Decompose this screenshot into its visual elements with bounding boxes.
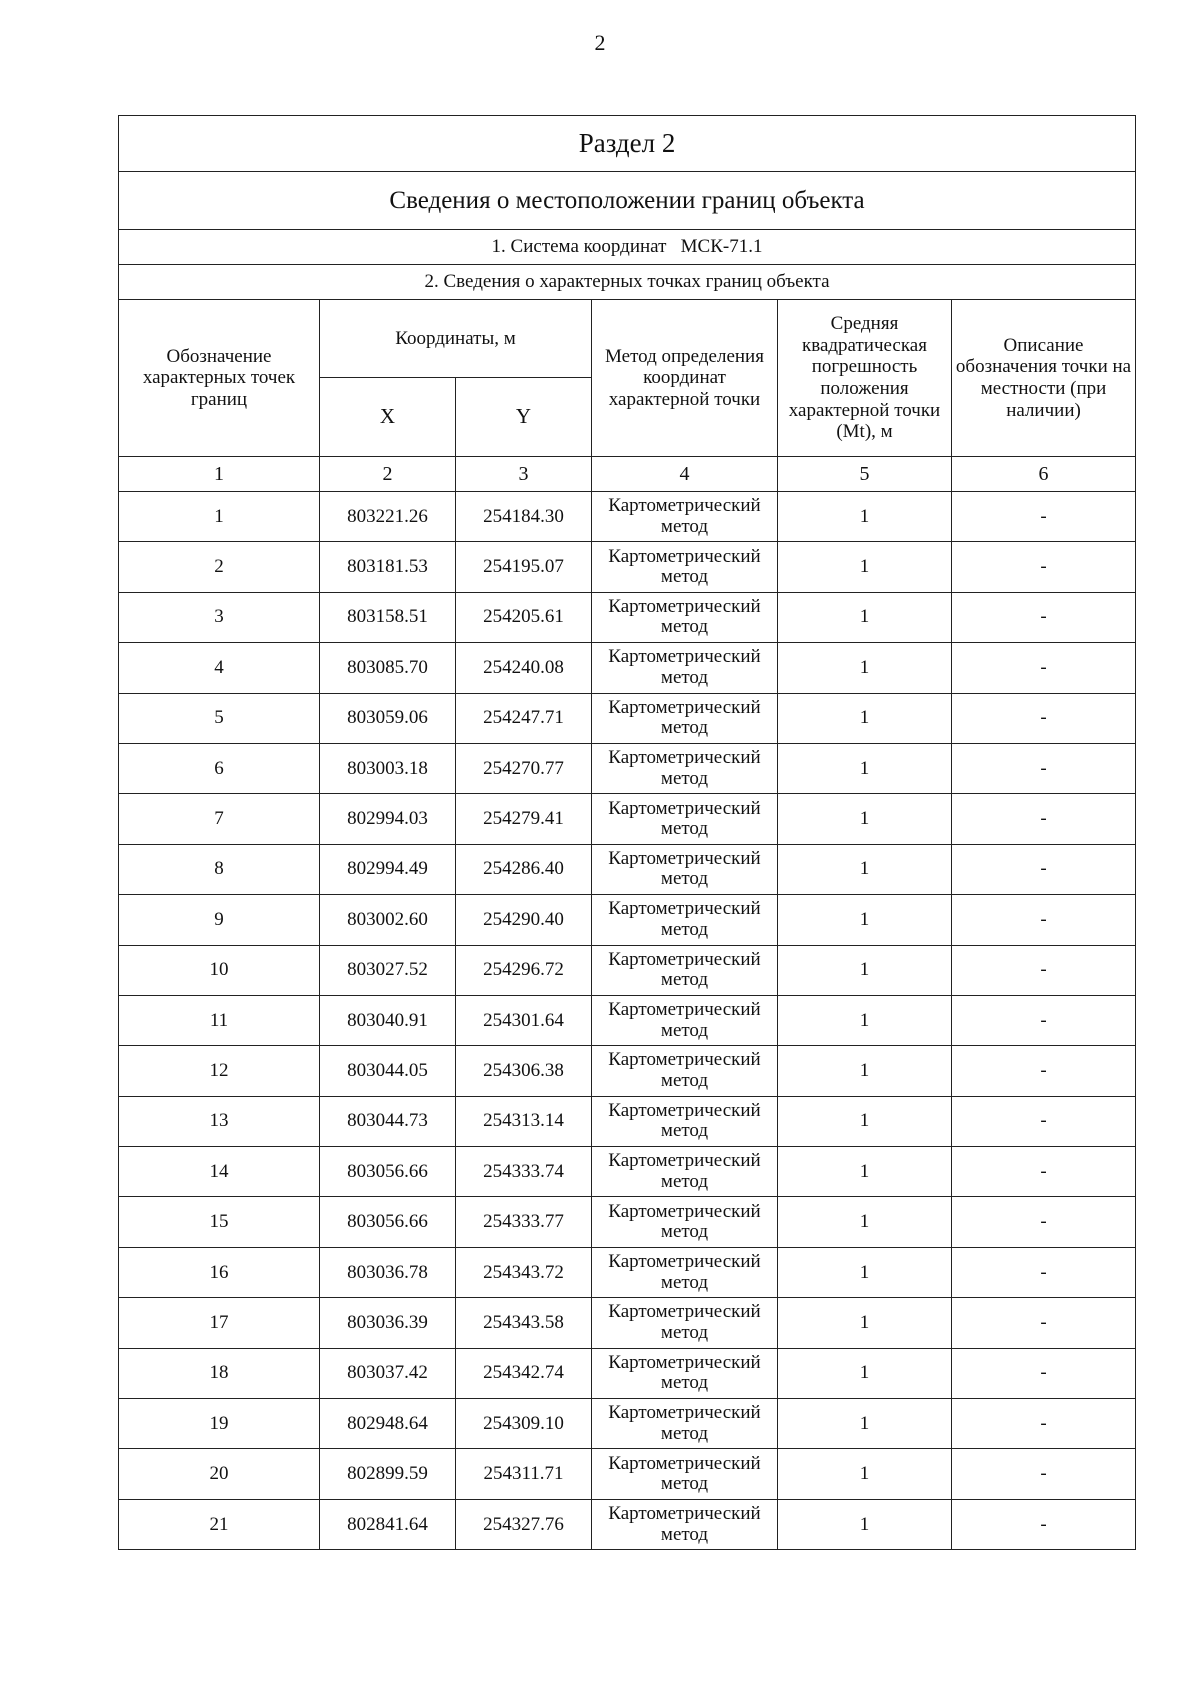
description-cell: - [952,693,1136,743]
point-number-cell: 5 [119,693,320,743]
description-cell: - [952,895,1136,945]
error-cell: 1 [778,1046,952,1096]
description-cell: - [952,743,1136,793]
page-number: 2 [594,30,606,55]
method-cell: Картометрический метод [592,1298,778,1348]
y-coordinate-cell: 254205.61 [456,592,592,642]
x-coordinate-cell: 803181.53 [320,542,456,592]
header-coordinates: Координаты, м [320,300,592,378]
y-coordinate-cell: 254327.76 [456,1499,592,1549]
y-coordinate-cell: 254270.77 [456,743,592,793]
error-cell: 1 [778,743,952,793]
point-number-cell: 12 [119,1046,320,1096]
boundary-points-table [118,115,1136,1550]
description-cell: - [952,844,1136,894]
description-cell: - [952,492,1136,542]
point-number-cell: 11 [119,995,320,1045]
header-x: X [320,378,456,457]
error-cell: 1 [778,1499,952,1549]
x-coordinate-cell: 803036.39 [320,1298,456,1348]
error-cell: 1 [778,1449,952,1499]
table-row [119,542,1136,592]
method-cell: Картометрический метод [592,1247,778,1297]
error-cell: 1 [778,1399,952,1449]
table-row [119,643,1136,693]
description-cell: - [952,1499,1136,1549]
description-cell: - [952,592,1136,642]
point-number-cell: 14 [119,1147,320,1197]
method-cell: Картометрический метод [592,592,778,642]
method-cell: Картометрический метод [592,1197,778,1247]
description-cell: - [952,995,1136,1045]
description-cell: - [952,1348,1136,1398]
column-number: 3 [456,457,592,492]
y-coordinate-cell: 254279.41 [456,794,592,844]
description-cell: - [952,643,1136,693]
point-number-cell: 18 [119,1348,320,1398]
column-number: 4 [592,457,778,492]
x-coordinate-cell: 802994.03 [320,794,456,844]
x-coordinate-cell: 803044.73 [320,1096,456,1146]
error-cell: 1 [778,895,952,945]
point-number-cell: 9 [119,895,320,945]
x-coordinate-cell: 803027.52 [320,945,456,995]
table-row [119,1348,1136,1398]
method-cell: Картометрический метод [592,794,778,844]
column-number: 1 [119,457,320,492]
error-cell: 1 [778,1197,952,1247]
y-coordinate-cell: 254313.14 [456,1096,592,1146]
table-row [119,1449,1136,1499]
description-cell: - [952,1399,1136,1449]
coordinate-system-line: 1. Система координат МСК-71.1 [119,230,1136,265]
description-cell: - [952,1197,1136,1247]
point-number-cell: 6 [119,743,320,793]
method-cell: Картометрический метод [592,1096,778,1146]
x-coordinate-cell: 803003.18 [320,743,456,793]
x-coordinate-cell: 802994.49 [320,844,456,894]
table-row [119,1046,1136,1096]
description-cell: - [952,1096,1136,1146]
table-row [119,592,1136,642]
table-row [119,1247,1136,1297]
method-cell: Картометрический метод [592,945,778,995]
x-coordinate-cell: 803056.66 [320,1197,456,1247]
y-coordinate-cell: 254240.08 [456,643,592,693]
y-coordinate-cell: 254290.40 [456,895,592,945]
y-coordinate-cell: 254247.71 [456,693,592,743]
point-number-cell: 2 [119,542,320,592]
point-number-cell: 21 [119,1499,320,1549]
method-cell: Картометрический метод [592,995,778,1045]
point-number-cell: 4 [119,643,320,693]
y-coordinate-cell: 254301.64 [456,995,592,1045]
method-cell: Картометрический метод [592,1147,778,1197]
header-error: Средняя квадратическая погрешность положения характерной точки (Mt), м [778,300,952,457]
error-cell: 1 [778,945,952,995]
method-cell: Картометрический метод [592,1046,778,1096]
column-number: 5 [778,457,952,492]
y-coordinate-cell: 254343.72 [456,1247,592,1297]
header-y: Y [456,378,592,457]
method-cell: Картометрический метод [592,1499,778,1549]
y-coordinate-cell: 254296.72 [456,945,592,995]
error-cell: 1 [778,1247,952,1297]
x-coordinate-cell: 802948.64 [320,1399,456,1449]
method-cell: Картометрический метод [592,895,778,945]
y-coordinate-cell: 254184.30 [456,492,592,542]
points-heading: 2. Сведения о характерных точках границ объекта [119,265,1136,300]
method-cell: Картометрический метод [592,1399,778,1449]
y-coordinate-cell: 254306.38 [456,1046,592,1096]
error-cell: 1 [778,542,952,592]
point-number-cell: 10 [119,945,320,995]
table-row [119,492,1136,542]
point-number-cell: 7 [119,794,320,844]
method-cell: Картометрический метод [592,1449,778,1499]
table-row [119,794,1136,844]
point-number-cell: 15 [119,1197,320,1247]
x-coordinate-cell: 803002.60 [320,895,456,945]
x-coordinate-cell: 802841.64 [320,1499,456,1549]
description-cell: - [952,1247,1136,1297]
y-coordinate-cell: 254343.58 [456,1298,592,1348]
method-cell: Картометрический метод [592,743,778,793]
table-row [119,1298,1136,1348]
column-number: 6 [952,457,1136,492]
section-title: Раздел 2 [119,116,1136,172]
description-cell: - [952,542,1136,592]
point-number-cell: 13 [119,1096,320,1146]
table-row [119,945,1136,995]
y-coordinate-cell: 254195.07 [456,542,592,592]
description-cell: - [952,1046,1136,1096]
error-cell: 1 [778,844,952,894]
x-coordinate-cell: 803036.78 [320,1247,456,1297]
point-number-cell: 8 [119,844,320,894]
x-coordinate-cell: 803037.42 [320,1348,456,1398]
x-coordinate-cell: 803059.06 [320,693,456,743]
point-number-cell: 16 [119,1247,320,1297]
error-cell: 1 [778,1348,952,1398]
x-coordinate-cell: 803044.05 [320,1046,456,1096]
x-coordinate-cell: 802899.59 [320,1449,456,1499]
table-row [119,995,1136,1045]
error-cell: 1 [778,492,952,542]
table-row [119,1197,1136,1247]
method-cell: Картометрический метод [592,1348,778,1398]
header-description: Описание обозначения точки на местности (при наличии) [952,300,1136,457]
header-designation: Обозначение характерных точек границ [119,300,320,457]
description-cell: - [952,1298,1136,1348]
table-row [119,1147,1136,1197]
method-cell: Картометрический метод [592,542,778,592]
description-cell: - [952,1147,1136,1197]
method-cell: Картометрический метод [592,693,778,743]
error-cell: 1 [778,592,952,642]
y-coordinate-cell: 254333.74 [456,1147,592,1197]
point-number-cell: 3 [119,592,320,642]
error-cell: 1 [778,995,952,1045]
point-number-cell: 1 [119,492,320,542]
error-cell: 1 [778,693,952,743]
table-row [119,1499,1136,1549]
y-coordinate-cell: 254333.77 [456,1197,592,1247]
point-number-cell: 19 [119,1399,320,1449]
error-cell: 1 [778,1096,952,1146]
y-coordinate-cell: 254309.10 [456,1399,592,1449]
method-cell: Картометрический метод [592,492,778,542]
error-cell: 1 [778,794,952,844]
x-coordinate-cell: 803158.51 [320,592,456,642]
table-row [119,844,1136,894]
x-coordinate-cell: 803056.66 [320,1147,456,1197]
table-row [119,895,1136,945]
x-coordinate-cell: 803040.91 [320,995,456,1045]
table-row [119,743,1136,793]
error-cell: 1 [778,1147,952,1197]
point-number-cell: 17 [119,1298,320,1348]
section-subtitle: Сведения о местоположении границ объекта [119,172,1136,230]
table-row [119,1096,1136,1146]
x-coordinate-cell: 803085.70 [320,643,456,693]
table-row [119,1399,1136,1449]
y-coordinate-cell: 254311.71 [456,1449,592,1499]
x-coordinate-cell: 803221.26 [320,492,456,542]
column-number: 2 [320,457,456,492]
y-coordinate-cell: 254286.40 [456,844,592,894]
table-row [119,693,1136,743]
points-body [119,492,1136,1550]
y-coordinate-cell: 254342.74 [456,1348,592,1398]
error-cell: 1 [778,1298,952,1348]
description-cell: - [952,794,1136,844]
method-cell: Картометрический метод [592,643,778,693]
header-method: Метод определения координат характерной точки [592,300,778,457]
method-cell: Картометрический метод [592,844,778,894]
point-number-cell: 20 [119,1449,320,1499]
error-cell: 1 [778,643,952,693]
description-cell: - [952,1449,1136,1499]
description-cell: - [952,945,1136,995]
